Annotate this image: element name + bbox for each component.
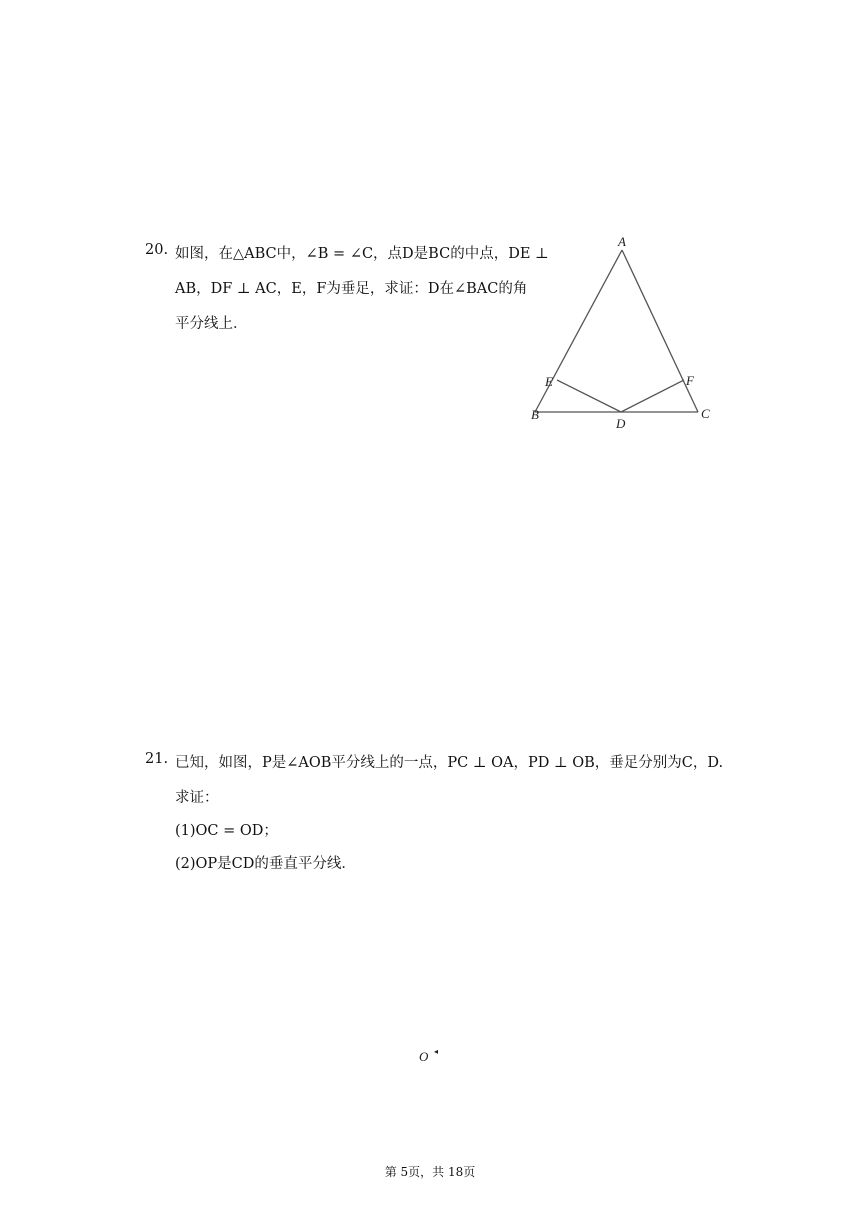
label-b: B [531, 407, 539, 422]
question-text-line: (2)OP是CD的垂直平分线． [175, 856, 356, 872]
segment-de [557, 380, 621, 412]
label-f: F [686, 373, 694, 388]
label-e: E [545, 374, 553, 389]
question-20 [145, 242, 549, 342]
angle-figure-fragment [415, 1042, 445, 1066]
question-number: 21. [145, 751, 169, 767]
segment-df [621, 380, 684, 412]
label-a: A [618, 234, 626, 249]
triangle-figure [525, 230, 720, 435]
question-text-line: AB，DF ⊥ AC，E，F为垂足，求证：D在∠BAC的角 [175, 281, 528, 297]
question-text-line: 已知，如图，P是∠AOB平分线上的一点，PC ⊥ OA，PD ⊥ OB，垂足分别为C，D. [175, 755, 724, 771]
label-o: O [419, 1049, 429, 1064]
arrow-mark-icon: ◂ [434, 1047, 439, 1056]
question-text-line: 如图，在△ABC中，∠B = ∠C，点D是BC的中点，DE ⊥ [175, 246, 549, 262]
question-number: 20. [145, 242, 169, 258]
question-text-line: (1)OC = OD； [175, 823, 278, 839]
label-d: D [616, 416, 626, 431]
question-text-line: 平分线上． [175, 316, 248, 332]
label-c: C [701, 406, 710, 421]
question-21 [145, 751, 725, 881]
question-text-line: 求证： [175, 790, 219, 806]
page-footer: 第 5页，共 18页 [384, 1165, 476, 1179]
